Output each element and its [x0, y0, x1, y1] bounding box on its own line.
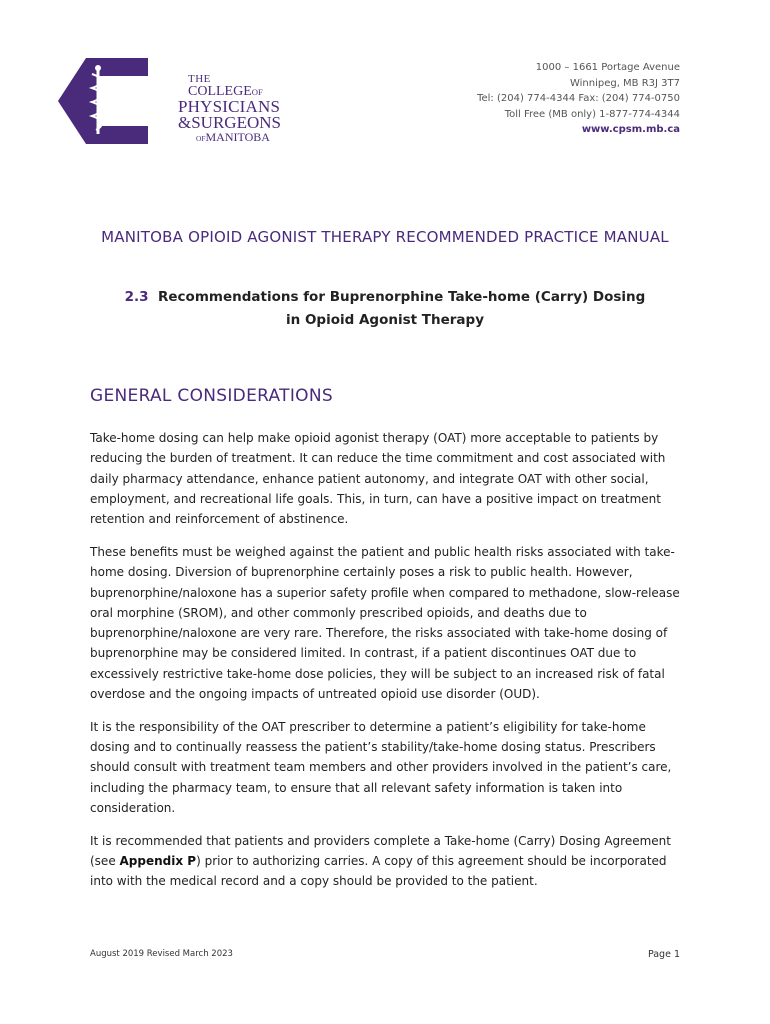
- section-heading: GENERAL CONSIDERATIONS: [90, 386, 333, 406]
- footer-date: August 2019 Revised March 2023: [90, 949, 233, 959]
- subtitle-line2: in Opioid Agonist Therapy: [286, 312, 484, 328]
- logo-line-the: THE: [188, 73, 211, 85]
- website-link[interactable]: www.cpsm.mb.ca: [581, 124, 680, 135]
- section-number: 2.3: [124, 289, 149, 305]
- address-tollfree: Toll Free (MB only) 1-877-774-4344: [504, 108, 680, 120]
- paragraph-2: These benefits must be weighed against the patient and public health risks associated with take-home dosing. Diversion of buprenorphine certainly poses a risk to public health. However, buprenorphine/naloxone has a superior safety profile when compared to methadone, slow-release oral morphine (SROM), and other commonly prescribed opioids, and deaths due to buprenorphine/naloxone are very rare. Therefore, the risks associated with take-home dosing of buprenorphine may be considered limited. In contrast, if a patient discontinues OAT due to excessively restrictive take-home dose policies, they will be subject to an increased risk of fatal overdose and the ongoing impacts of untreated opioid use disorder (OUD).: [90, 544, 680, 702]
- logo-line-college: COLLEGE: [188, 84, 252, 99]
- logo-line-surgeons: &SURGEONS: [178, 113, 281, 132]
- paragraph-3: It is the responsibility of the OAT prescriber to determine a patient’s eligibility for take-home dosing and to continually reassess the patient’s stability/take-home dosing status. Prescribers should consult with treatment team members and other providers involved in the patient’s care, including the pharmacy team, to ensure that all relevant safety information is taken into consideration.: [90, 719, 672, 816]
- paragraph-4-text-a: It is recommended that patients and providers complete a Take-home (Carry) Dosing Agreement (see: [90, 833, 671, 869]
- logo-line-physicians: PHYSICIANS: [178, 97, 281, 116]
- subtitle-line1: Recommendations for Buprenorphine Take-home (Carry) Dosing: [157, 289, 646, 305]
- cpsm-logo: [58, 58, 281, 144]
- paragraph-1: Take-home dosing can help make opioid agonist therapy (OAT) more acceptable to patients by reducing the burden of treatment. It can reduce the time commitment and cost associated with daily pharmacy attendance, enhance patient autonomy, and integrate OAT with other social, employment, and recreational life goals. This, in turn, can have a positive impact on treatment retention and reinforcement of abstinence.: [90, 431, 666, 527]
- body-text: [90, 428, 685, 904]
- caduceus-emblem-icon: [58, 58, 148, 144]
- address-street: 1000 – 1661 Portage Avenue: [535, 62, 680, 73]
- logo-line-of: OF: [251, 87, 263, 97]
- appendix-p-reference: Appendix P: [119, 854, 197, 869]
- address-phone: Tel: (204) 774-4344 Fax: (204) 774-0750: [477, 93, 680, 104]
- logo-line-of2: OF: [196, 134, 206, 143]
- footer-page-number: Page 1: [647, 949, 680, 960]
- paragraph-4-text-b: ) prior to authorizing carries. A copy of this agreement should be incorporated into with the medical record and a copy should be provided to the patient.: [90, 854, 667, 889]
- manual-title: MANITOBA OPIOID AGONIST THERAPY RECOMMENDED PRACTICE MANUAL: [101, 228, 669, 246]
- logo-line-manitoba: MANITOBA: [205, 130, 270, 144]
- address-block: [477, 60, 680, 138]
- paragraph-4: [90, 831, 685, 892]
- section-subtitle: [0, 286, 770, 332]
- address-city: Winnipeg, MB R3J 3T7: [569, 77, 680, 89]
